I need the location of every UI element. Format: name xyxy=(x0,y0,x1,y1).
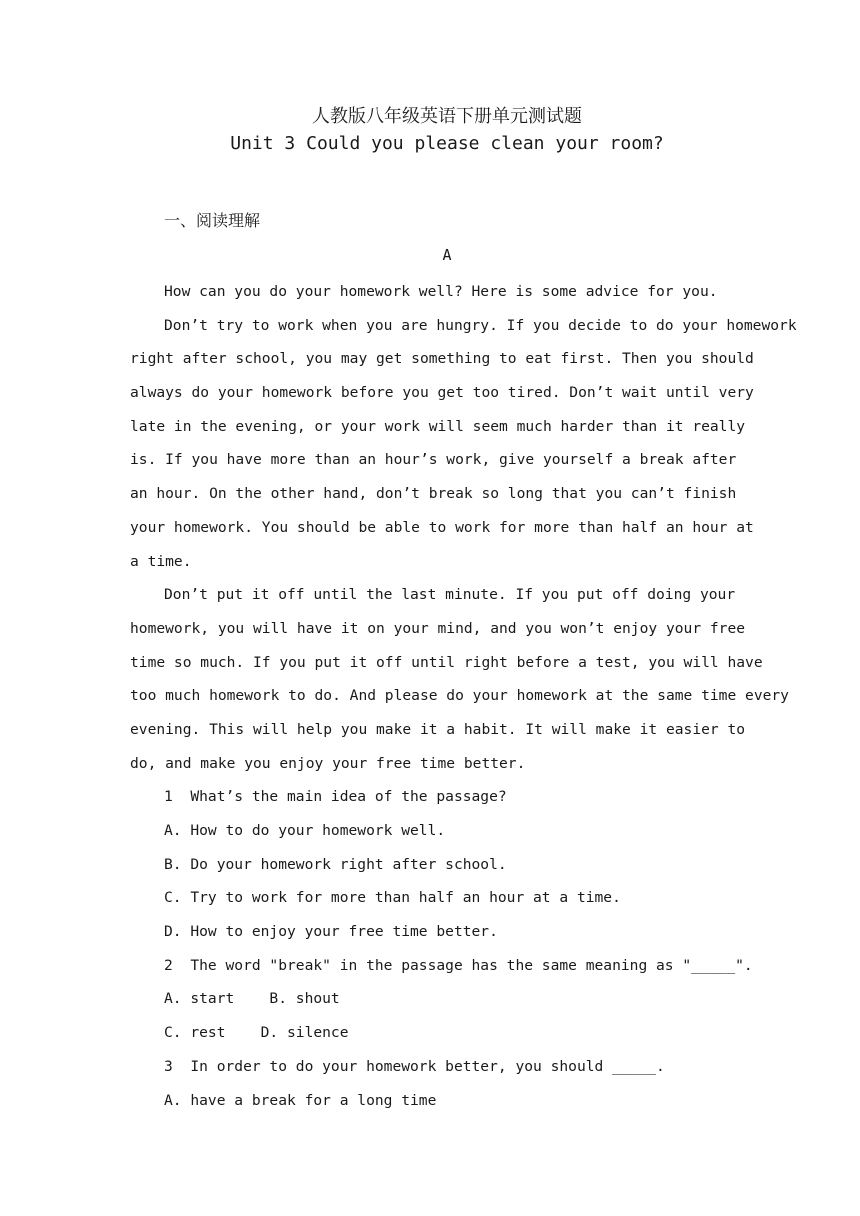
document-title-chinese: 人教版八年级英语下册单元测试题 xyxy=(312,106,582,127)
passage-line: late in the evening, or your work will seem much harder than it really xyxy=(130,417,746,435)
passage-line: right after school, you may get something to eat first. Then you should xyxy=(130,350,754,368)
passage-line: is. If you have more than an hour’s work, give yourself a break after xyxy=(130,451,737,469)
option-line: A. have a break for a long time xyxy=(164,1091,437,1109)
passage-line: a time. xyxy=(130,552,192,570)
passage-line: do, and make you enjoy your free time better. xyxy=(130,754,526,772)
passage-line: an hour. On the other hand, don’t break so long that you can’t finish xyxy=(130,485,737,503)
passage-line: always do your homework before you get too tired. Don’t wait until very xyxy=(130,384,754,402)
passage-line: Don’t try to work when you are hungry. If you decide to do your homework xyxy=(164,316,797,334)
document-title-english: Unit 3 Could you please clean your room? xyxy=(230,133,664,154)
section-heading: 一、阅读理解 xyxy=(164,211,261,230)
question-line: 1 What’s the main idea of the passage? xyxy=(164,788,507,806)
passage-label: A xyxy=(442,246,452,264)
option-line: B. Do your homework right after school. xyxy=(164,855,507,873)
passage-line: homework, you will have it on your mind, and you won’t enjoy your free xyxy=(130,619,746,637)
option-line: D. How to enjoy your free time better. xyxy=(164,923,498,941)
option-line: C. rest D. silence xyxy=(164,1024,349,1042)
question-line: 3 In order to do your homework better, you should _____. xyxy=(164,1057,665,1075)
option-line: A. start B. shout xyxy=(164,990,340,1008)
passage-line: Don’t put it off until the last minute. If you put off doing your xyxy=(164,586,736,604)
option-line: A. How to do your homework well. xyxy=(164,822,446,839)
passage-line: too much homework to do. And please do your homework at the same time every xyxy=(130,687,789,705)
question-line: 2 The word "break" in the passage has the same meaning as "_____". xyxy=(164,956,753,974)
option-line: C. Try to work for more than half an hour at a time. xyxy=(164,889,621,907)
passage-line: How can you do your homework well? Here is some advice for you. xyxy=(164,283,718,300)
passage-line: time so much. If you put it off until right before a test, you will have xyxy=(130,653,763,671)
passage-body xyxy=(130,275,797,1117)
passage-line: evening. This will help you make it a habit. It will make it easier to xyxy=(130,720,746,738)
passage-line: your homework. You should be able to work for more than half an hour at xyxy=(130,518,754,536)
